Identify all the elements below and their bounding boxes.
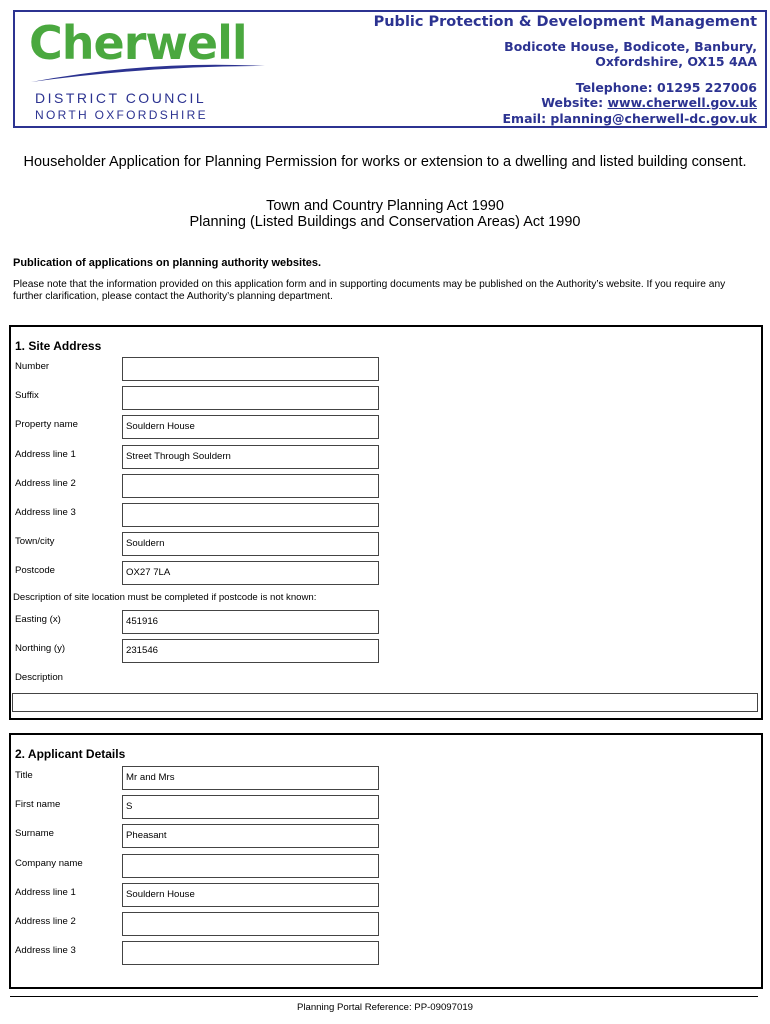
field-label: Surname: [15, 828, 54, 840]
document-title: Householder Application for Planning Permission for works or extension to a dwelling and listed building consent.: [23, 154, 747, 170]
department-contact: [374, 15, 757, 126]
field-input[interactable]: [122, 854, 379, 878]
website-link[interactable]: www.cherwell.gov.uk: [607, 95, 757, 110]
field-label: Address line 1: [15, 448, 76, 460]
address-line-1: Bodicote House, Bodicote, Banbury,: [504, 38, 757, 54]
field-input[interactable]: OX27 7LA: [122, 561, 379, 585]
field-label: Address line 2: [15, 916, 76, 927]
easting-label: Easting (x): [15, 614, 61, 625]
field-input[interactable]: S: [122, 795, 379, 819]
field-input[interactable]: Souldern House: [122, 883, 379, 907]
field-input[interactable]: Souldern: [122, 532, 379, 556]
field-input[interactable]: Souldern House: [122, 415, 379, 439]
footer-divider: [10, 996, 758, 997]
field-label: Title: [15, 770, 33, 781]
logo-swoosh-icon: [29, 56, 269, 84]
field-input[interactable]: Street Through Souldern: [122, 445, 379, 469]
field-label: Address line 3: [15, 507, 76, 518]
department-name: Public Protection & Development Management: [373, 14, 757, 30]
field-label: Postcode: [15, 565, 56, 577]
description-label: Description: [15, 672, 63, 683]
field-label: Address line 1: [15, 886, 76, 898]
field-input[interactable]: [122, 357, 379, 381]
field-label: Suffix: [15, 390, 39, 402]
field-input[interactable]: [122, 503, 379, 527]
address-line-2: Oxfordshire, OX15 4AA: [595, 54, 757, 69]
section-title: 1. Site Address: [15, 339, 102, 353]
act-2: Planning (Listed Buildings and Conservation Areas) Act 1990: [189, 214, 581, 230]
northing-field[interactable]: 231546: [122, 639, 379, 663]
description-field[interactable]: [12, 693, 758, 712]
field-label: Address line 2: [15, 477, 76, 489]
field-input[interactable]: [122, 941, 379, 965]
field-label: First name: [15, 799, 61, 811]
field-input[interactable]: [122, 912, 379, 936]
website-label: Website:: [541, 95, 608, 110]
field-label: Address line 3: [15, 945, 76, 957]
planning-portal-reference: Planning Portal Reference: PP-09097019: [296, 1002, 473, 1013]
field-input[interactable]: Pheasant: [122, 824, 379, 848]
field-input[interactable]: Mr and Mrs: [122, 766, 379, 790]
publication-note: Please note that the information provided on this application form and in supporting documents may be published on the Authority’s website. If you require any further clarification, please contact the Authority’s planning department.: [13, 279, 726, 302]
council-name: DISTRICT COUNCIL: [35, 90, 207, 106]
act-1: Town and Country Planning Act 1990: [266, 198, 504, 214]
website-line: [374, 95, 757, 111]
council-logo-wordmark: Cherwell: [29, 16, 247, 70]
location-note: Description of site location must be completed if postcode is not known:: [13, 592, 317, 603]
letterhead: [13, 10, 767, 128]
council-region: NORTH OXFORDSHIRE: [35, 108, 208, 122]
field-input[interactable]: [122, 474, 379, 498]
legislation: [20, 198, 750, 230]
field-label: Town/city: [15, 536, 55, 548]
section-title: 2. Applicant Details: [15, 747, 126, 761]
easting-field[interactable]: 451916: [122, 610, 379, 634]
telephone: Telephone: 01295 227006: [575, 79, 757, 95]
publication-heading: Publication of applications on planning authority websites.: [13, 257, 322, 269]
field-label: Company name: [15, 857, 83, 869]
field-label: Number: [15, 361, 50, 372]
field-input[interactable]: [122, 386, 379, 410]
field-label: Property name: [15, 419, 78, 431]
northing-label: Northing (y): [15, 643, 66, 654]
email-line[interactable]: Email: planning@cherwell-dc.gov.uk: [502, 110, 757, 126]
